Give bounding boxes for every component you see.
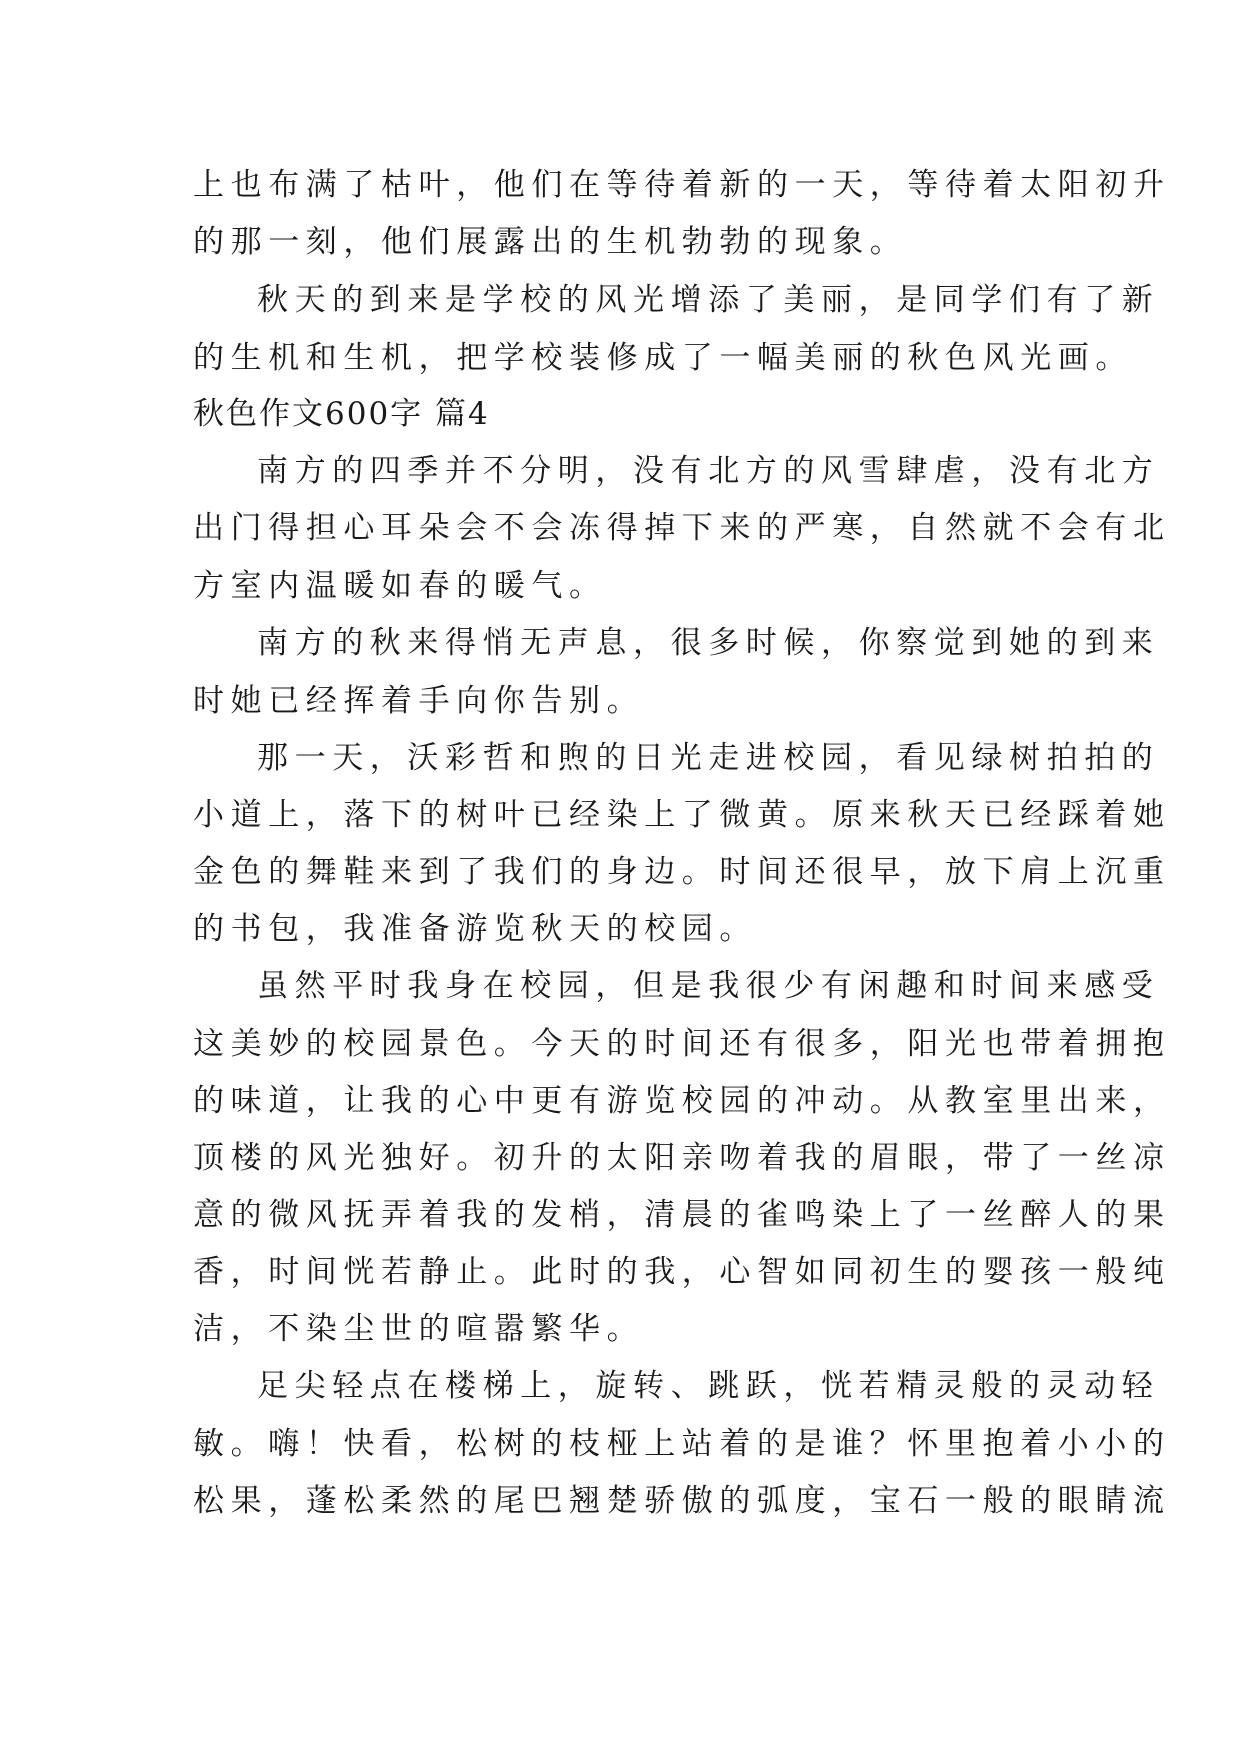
text-line: 南方的四季并不分明，没有北方的风雪肆虐，没有北方 <box>257 453 1160 489</box>
text-line: 意的微风抚弄着我的发梢，清晨的雀鸣染上了一丝醉人的果 <box>193 1197 1171 1233</box>
text-line: 出门得担心耳朵会不会冻得掉下来的严寒，自然就不会有北 <box>193 510 1171 546</box>
text-line: 敏。嗨！快看，松树的枝桠上站着的是谁？怀里抱着小小的 <box>193 1426 1171 1462</box>
text-line: 小道上，落下的树叶已经染上了微黄。原来秋天已经踩着她 <box>193 797 1171 833</box>
text-line: 这美妙的校园景色。今天的时间还有很多，阳光也带着拥抱 <box>193 1026 1171 1062</box>
text-line: 时她已经挥着手向你告别。 <box>193 683 645 719</box>
text-line: 南方的秋来得悄无声息，很多时候，你察觉到她的到来 <box>257 625 1160 661</box>
text-line: 松果，蓬松柔然的尾巴翘楚骄傲的弧度，宝石一般的眼睛流 <box>193 1483 1171 1519</box>
section-heading: 秋色作文600字 篇4 <box>193 396 490 432</box>
text-line: 方室内温暖如春的暖气。 <box>193 568 607 604</box>
text-line: 的生机和生机，把学校装修成了一幅美丽的秋色风光画。 <box>193 340 1133 376</box>
text-line: 洁，不染尘世的喧嚣繁华。 <box>193 1311 645 1347</box>
text-line: 那一天，沃彩哲和煦的日光走进校园，看见绿树拍拍的 <box>257 740 1160 776</box>
text-line: 的书包，我准备游览秋天的校园。 <box>193 911 757 947</box>
text-line: 的那一刻，他们展露出的生机勃勃的现象。 <box>193 224 908 260</box>
text-line: 虽然平时我身在校园，但是我很少有闲趣和时间来感受 <box>257 968 1160 1004</box>
text-line: 金色的舞鞋来到了我们的身边。时间还很早，放下肩上沉重 <box>193 854 1171 890</box>
text-line: 上也布满了枯叶，他们在等待着新的一天，等待着太阳初升 <box>193 167 1171 203</box>
text-line: 香，时间恍若静止。此时的我，心智如同初生的婴孩一般纯 <box>193 1254 1171 1290</box>
text-line: 足尖轻点在楼梯上，旋转、跳跃，恍若精灵般的灵动轻 <box>257 1368 1160 1404</box>
text-line: 秋天的到来是学校的风光增添了美丽，是同学们有了新 <box>257 282 1160 318</box>
text-line: 的味道，让我的心中更有游览校园的冲动。从教室里出来， <box>193 1083 1171 1119</box>
text-line: 顶楼的风光独好。初升的太阳亲吻着我的眉眼，带了一丝凉 <box>193 1140 1171 1176</box>
